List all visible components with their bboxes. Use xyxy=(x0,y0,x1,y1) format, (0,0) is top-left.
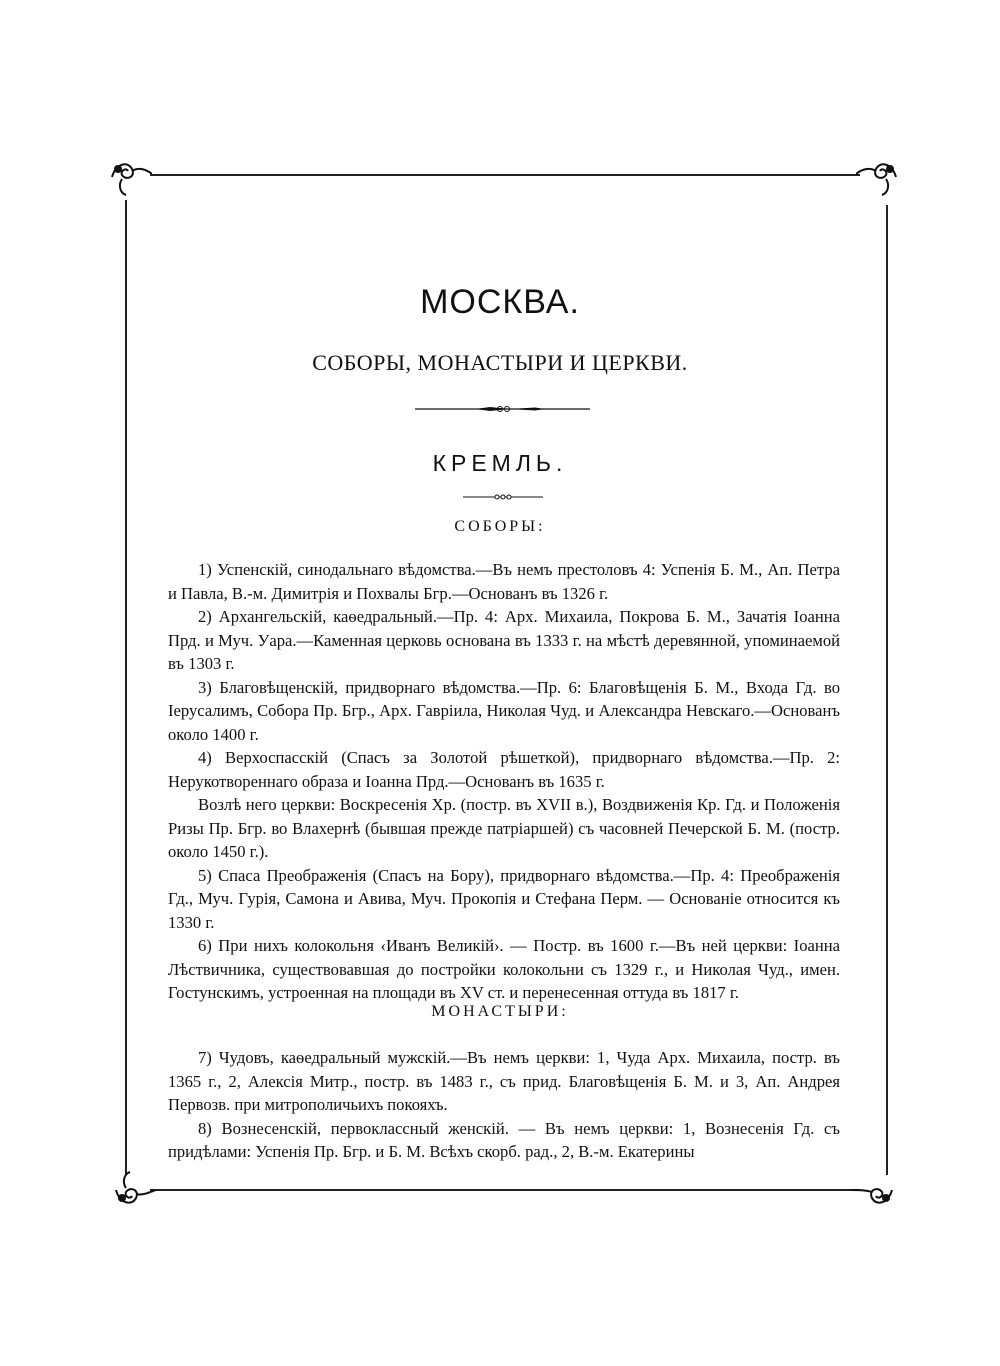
list-item: 6) При нихъ колокольня ‹Иванъ Великій›. — Постр. въ 1600 г.—Въ ней церкви: Іоанна Лѣствичника, существовавшая до постройки колокольни съ 1329 г., и Николая Чуд., имен. Гостунскимъ, устроенная на площади въ XV ст. и перенесенная оттуда въ 1817 г. xyxy=(168,936,840,1002)
list-item: 7) Чудовъ, каѳедральный мужскій.—Въ немъ церкви: 1, Чуда Арх. Михаила, постр. въ 1365 г., 2, Алексія Митр., постр. въ 1483 г., съ прид. Благовѣщенія Б. М. и 3, Ап. Андрея Первозв. при митрополичьихъ покояхъ. xyxy=(168,1048,840,1114)
list-item: 1) Успенскій, синодальнаго вѣдомства.—Въ немъ престоловъ 4: Успенія Б. М., Ап. Петра и Павла, В.-м. Димитрія и Похвалы Бгр.—Основанъ въ 1326 г. xyxy=(168,560,840,603)
list-item: 5) Спаса Преображенія (Спасъ на Бору), придворнаго вѣдомства.—Пр. 4: Преображенія Гд., Муч. Гурія, Самона и Авива, Муч. Прокопія и Стефана Перм. — Основаніе относится къ 1330 г. xyxy=(168,865,840,932)
page-title: МОСКВА. xyxy=(420,283,580,321)
decorative-rule xyxy=(415,404,590,414)
section-heading-kremlin: КРЕМЛЬ. xyxy=(432,450,568,476)
ornament-bottom-left-icon xyxy=(112,1170,156,1210)
frame-bottom-border xyxy=(150,1189,860,1191)
monastyri-list xyxy=(168,1046,840,1164)
list-item: 8) Вознесенскій, первоклассный женскій. — Въ немъ церкви: 1, Вознесенія Гд. съ придѣлами: Успенія Пр. Бгр. и Б. М. Всѣхъ скорб. рад., 2, В.-м. Екатерины xyxy=(168,1118,840,1161)
frame-left-border xyxy=(125,200,127,1175)
list-item: 3) Благовѣщенскій, придворнаго вѣдомства.—Пр. 6: Благовѣщенія Б. М., Входа Гд. во Іерусалимъ, Собора Пр. Бгр., Арх. Гавріила, Николая Чуд. и Александра Невскаго.—Основанъ около 1400 г. xyxy=(168,677,840,744)
ornament-top-right-icon xyxy=(856,157,900,197)
section-heading-monastyri: МОНАСТЫРИ: xyxy=(431,1003,569,1020)
section-heading-sobory: СОБОРЫ: xyxy=(454,518,546,535)
list-item: 4) Верхоспасскій (Спасъ за Золотой рѣшеткой), придворнаго вѣдомства.—Пр. 2: Нерукотвореннаго образа и Іоанна Прд.—Основанъ въ 1635 г. xyxy=(168,748,840,791)
small-decorative-rule xyxy=(463,493,543,501)
page-subtitle: СОБОРЫ, МОНАСТЫРИ И ЦЕРКВИ. xyxy=(312,350,688,375)
frame-top-border xyxy=(150,174,860,176)
ornament-top-left-icon xyxy=(108,157,152,197)
list-item: Возлѣ него церкви: Воскресенія Хр. (постр. въ XVII в.), Воздвиженія Кр. Гд. и Положенія Ризы Пр. Бгр. во Влахернѣ (бывшая прежде патріаршей) съ часовней Печерской Б. М. (постр. около 1450 г.). xyxy=(168,795,840,861)
sobory-list xyxy=(168,558,840,1005)
list-item: 2) Архангельскій, каѳедральный.—Пр. 4: Арх. Михаила, Покрова Б. М., Зачатія Іоанна Прд. и Муч. Уара.—Каменная церковь основана въ 1333 г. на мѣстѣ деревянной, упоминаемой въ 1303 г. xyxy=(168,607,840,673)
ornament-bottom-right-icon xyxy=(852,1172,896,1212)
